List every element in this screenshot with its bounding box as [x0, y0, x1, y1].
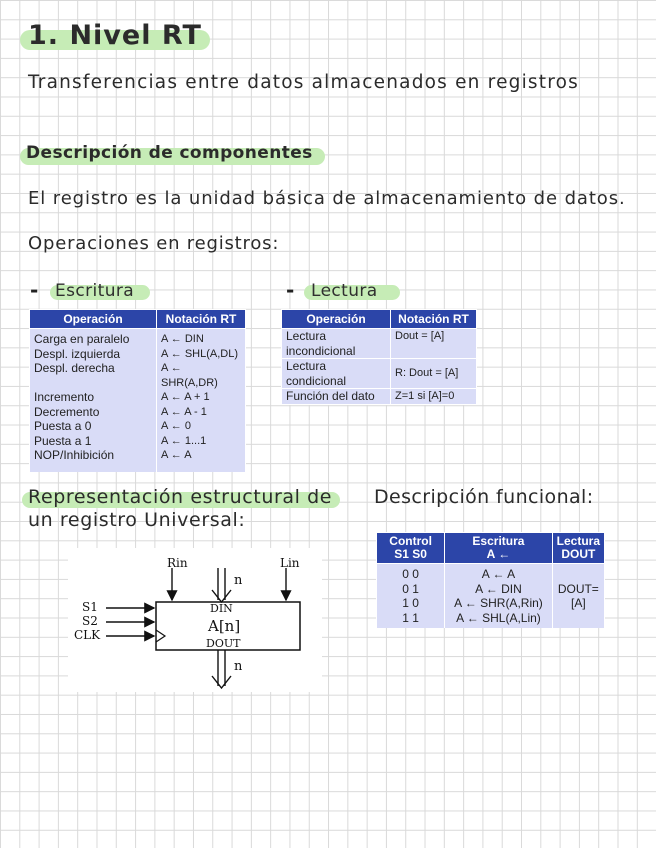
table-cell: Función del dato	[282, 389, 391, 405]
table-header-lectura	[552, 533, 604, 564]
table-cell: Lectura incondicional	[282, 329, 391, 359]
table-cell: Despl. izquierda	[30, 347, 157, 362]
table-cell: A ← A	[445, 564, 552, 582]
register-diagram-svg	[68, 548, 322, 692]
lectura-dash: -	[286, 278, 295, 302]
section-components-heading: Descripción de componentes	[26, 143, 313, 163]
table-cell: A ← DIN	[445, 582, 552, 597]
table-cell: 1 0	[377, 596, 445, 611]
table-header: Notación RT	[391, 310, 477, 329]
clk-label: CLK	[74, 628, 101, 642]
table-header: Operación	[30, 310, 157, 329]
table-cell: NOP/Inhibición	[30, 448, 157, 472]
table-row	[30, 361, 246, 390]
table-header-control	[377, 533, 445, 564]
intro-text: Transferencias entre datos almacenados en registros	[28, 72, 579, 93]
register-definition: El registro es la unidad básica de almacenamiento de datos.	[28, 188, 626, 209]
s1-label: S1	[82, 600, 98, 614]
table-cell: Carga en paralelo	[30, 329, 157, 347]
table-row	[30, 329, 246, 347]
table-cell: 0 0	[377, 564, 445, 582]
functional-table	[376, 532, 605, 628]
table-row	[30, 434, 246, 449]
table-header-escritura	[445, 533, 552, 564]
table-row	[282, 389, 477, 405]
table-cell: Z=1 si [A]=0	[391, 389, 477, 405]
table-cell: A ← A - 1	[157, 405, 246, 420]
table-cell: R: Dout = [A]	[391, 359, 477, 389]
header-line: DOUT	[561, 547, 596, 561]
table-cell-read: DOUT=[A]	[552, 564, 604, 629]
table-cell: Despl. derecha	[30, 361, 157, 390]
escritura-heading: Escritura	[55, 281, 135, 301]
lin-label: Lin	[280, 556, 300, 570]
table-cell: Puesta a 0	[30, 419, 157, 434]
table-row	[282, 329, 477, 359]
table-header: Notación RT	[157, 310, 246, 329]
n-top-label: n	[234, 573, 243, 588]
table-cell: Incremento	[30, 390, 157, 405]
table-cell: Puesta a 1	[30, 434, 157, 449]
din-bus-head	[212, 590, 231, 602]
header-line: S1 S0	[394, 547, 427, 561]
table-cell: 1 1	[377, 611, 445, 629]
header-line: Escritura	[472, 534, 525, 548]
header-line: Lectura	[556, 534, 600, 548]
table-cell: A ← SHL(A,Lin)	[445, 611, 552, 629]
section-functional-heading: Descripción funcional:	[374, 486, 594, 508]
table-row	[30, 405, 246, 420]
section-structural-heading: Representación estructural de un registro Universal:	[28, 486, 333, 531]
table-cell: A ← A	[157, 448, 246, 472]
dout-bus-head	[212, 676, 231, 688]
table-row	[30, 419, 246, 434]
escritura-dash: -	[30, 278, 39, 302]
table-cell: Lectura condicional	[282, 359, 391, 389]
s2-label: S2	[82, 614, 98, 628]
table-row	[282, 359, 477, 389]
read-operations-table	[281, 309, 477, 405]
dout-label: DOUT	[206, 637, 241, 650]
table-row	[30, 347, 246, 362]
header-line: A ←	[486, 547, 511, 561]
table-row	[377, 564, 605, 582]
table-cell: A ← DIN	[157, 329, 246, 347]
write-operations-table	[29, 309, 246, 472]
rin-label: Rin	[167, 556, 188, 570]
table-cell: A ← A + 1	[157, 390, 246, 405]
table-cell: Decremento	[30, 405, 157, 420]
table-header: Operación	[282, 310, 391, 329]
register-diagram	[68, 548, 322, 692]
table-cell: Dout = [A]	[391, 329, 477, 359]
header-line: Control	[389, 534, 432, 548]
operations-heading: Operaciones en registros:	[28, 233, 280, 254]
lectura-heading: Lectura	[311, 281, 378, 301]
table-cell: 0 1	[377, 582, 445, 597]
page-title: 1. Nivel RT	[28, 20, 202, 51]
table-cell: A ← 1...1	[157, 434, 246, 449]
table-cell: A ← 0	[157, 419, 246, 434]
register-name-label: A[n]	[208, 617, 241, 635]
table-row	[30, 390, 246, 405]
din-label: DIN	[210, 602, 233, 615]
table-cell: A ← SHL(A,DL)	[157, 347, 246, 362]
table-cell: A ← SHR(A,Rin)	[445, 596, 552, 611]
n-bottom-label: n	[234, 659, 243, 674]
table-row	[30, 448, 246, 472]
table-cell: A ← SHR(A,DR)	[157, 361, 246, 390]
